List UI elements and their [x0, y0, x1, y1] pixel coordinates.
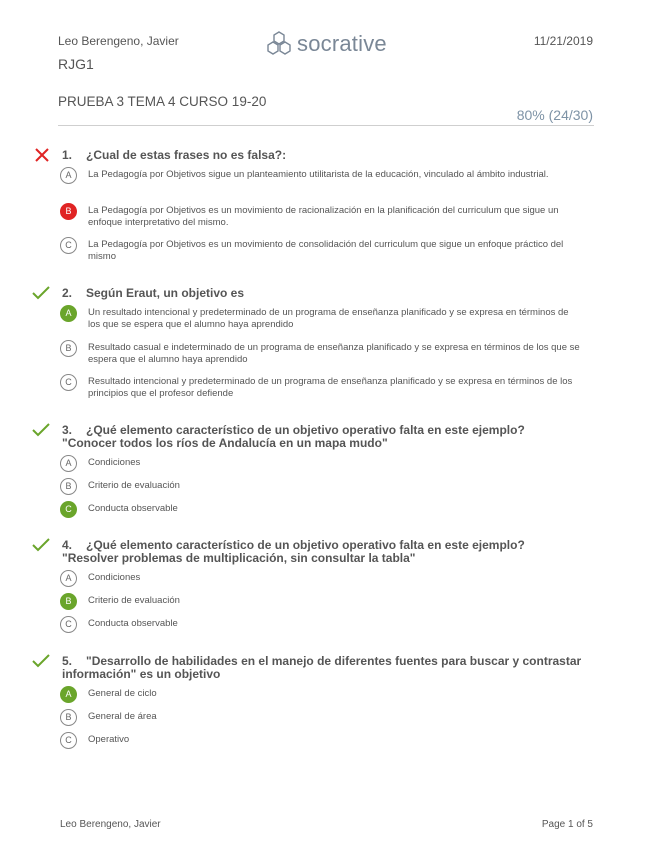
- answer-text: Condiciones: [88, 457, 141, 468]
- question-text: [62, 149, 582, 162]
- correct-check-icon: [32, 286, 50, 304]
- answer-letter-badge: A: [60, 305, 77, 322]
- answer-letter-badge: C: [60, 374, 77, 391]
- report-date: 11/21/2019: [533, 34, 593, 48]
- answer-text: General de área: [88, 711, 157, 722]
- question-label: ¿Cual de estas frases no es falsa?:: [86, 148, 287, 162]
- question-text: [62, 287, 582, 300]
- quiz-title: PRUEBA 3 TEMA 4 CURSO 19-20: [58, 94, 267, 109]
- answer-text: Criterio de evaluación: [88, 595, 180, 606]
- answer-text: Conducta observable: [88, 618, 178, 629]
- logo-text: socrative: [297, 31, 387, 56]
- footer-student-name: Leo Berengeno, Javier: [60, 819, 161, 830]
- answer-text: La Pedagogía por Objetivos sigue un planteamiento utilitarista de la educación, vinculado al ámbito industrial.: [88, 169, 549, 180]
- student-name: Leo Berengeno, Javier: [58, 34, 179, 48]
- question-text: [62, 539, 582, 565]
- question-label: Según Eraut, un objetivo es: [86, 286, 245, 300]
- answer-letter-badge: C: [60, 732, 77, 749]
- answer-letter-badge: B: [60, 340, 77, 357]
- quiz-score: 80% (24/30): [516, 107, 593, 123]
- correct-check-icon: [32, 423, 50, 441]
- answer-letter-badge: A: [60, 570, 77, 587]
- answer-letter-badge: C: [60, 237, 77, 254]
- answer-text: Resultado casual e indeterminado de un programa de enseñanza planificado y se expresa en términos de los que se espera que el alumno haya aprendido: [88, 342, 580, 365]
- answer-letter-badge: C: [60, 501, 77, 518]
- question-label: ¿Qué elemento característico de un objetivo operativo falta en este ejemplo? "Resolver problemas de multiplicación, sin consultar la tabla": [62, 538, 525, 565]
- page-number: Page 1 of 5: [541, 819, 593, 830]
- wrong-cross-icon: [35, 148, 53, 166]
- question-number: 4.: [62, 538, 73, 552]
- socrative-logo: [265, 30, 387, 58]
- question-label: "Desarrollo de habilidades en el manejo de diferentes fuentes para buscar y contrastar información" es un objetivo: [62, 654, 582, 681]
- question-text: [62, 424, 582, 450]
- question-number: 3.: [62, 423, 73, 437]
- answer-letter-badge: B: [60, 478, 77, 495]
- answer-letter-badge: C: [60, 616, 77, 633]
- question-text: [62, 655, 582, 681]
- question-number: 2.: [62, 286, 73, 300]
- question-label: ¿Qué elemento característico de un objetivo operativo falta en este ejemplo? "Conocer todos los ríos de Andalucía en un mapa mudo": [62, 423, 525, 450]
- answer-letter-badge: B: [60, 593, 77, 610]
- correct-check-icon: [32, 538, 50, 556]
- answer-text: Conducta observable: [88, 503, 178, 514]
- answer-text: Operativo: [88, 734, 130, 745]
- answer-text: La Pedagogía por Objetivos es un movimiento de racionalización en la planificación del curriculum que sigue un enfoque interpretativo del mismo.: [88, 205, 559, 228]
- answer-letter-badge: B: [60, 203, 77, 220]
- answer-text: Condiciones: [88, 572, 141, 583]
- answer-letter-badge: A: [60, 686, 77, 703]
- answer-text: Un resultado intencional y predeterminado de un programa de enseñanza planificado y se expresa en términos de los que se espera que el alumno haya aprendido: [88, 307, 569, 330]
- answer-text: Criterio de evaluación: [88, 480, 180, 491]
- answer-text: General de ciclo: [88, 688, 157, 699]
- group-name: RJG1: [58, 56, 94, 72]
- answer-letter-badge: A: [60, 455, 77, 472]
- header-divider: [58, 125, 594, 126]
- answer-letter-badge: B: [60, 709, 77, 726]
- answer-letter-badge: A: [60, 167, 77, 184]
- question-number: 5.: [62, 654, 73, 668]
- answer-text: Resultado intencional y predeterminado de un programa de enseñanza planificado y se expresa en términos de los principios que el profesor defiende: [88, 376, 573, 399]
- answer-text: La Pedagogía por Objetivos es un movimiento de consolidación del curriculum que sigue un enfoque práctico del mismo: [88, 239, 564, 262]
- question-number: 1.: [62, 148, 73, 162]
- hexagon-logo-icon: [265, 30, 293, 58]
- correct-check-icon: [32, 654, 50, 672]
